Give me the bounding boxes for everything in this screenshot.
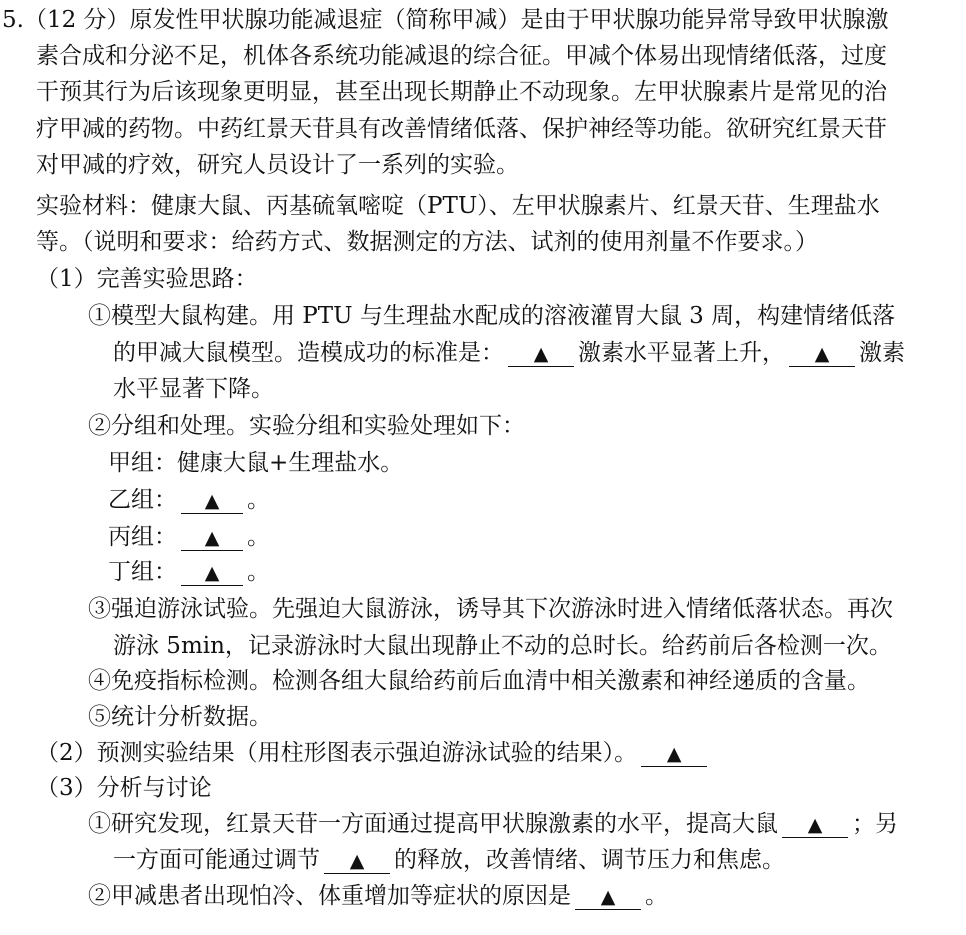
period: 。 [247,524,270,550]
group-ding [108,557,270,587]
triangle-icon: ▲ [600,886,616,908]
answer-blank[interactable] [324,848,390,874]
item2-text: ②甲减患者出现怕冷、体重增加等症状的原因是 [88,883,571,909]
period: 。 [247,559,270,585]
intro-line: 疗甲减的药物。中药红景天苷具有改善情绪低落、保护神经等功能。欲研究红景天苷 [36,116,887,142]
group-bing [108,522,270,552]
answer-blank[interactable] [789,341,855,367]
materials-line: 等。（说明和要求：给药方式、数据测定的方法、试剂的使用剂量不作要求。） [36,229,818,255]
step1-line: ①模型大鼠构建。用 PTU 与生理盐水配成的溶液灌胃大鼠 3 周，构建情绪低落 [88,303,896,329]
question-title-line [2,5,889,35]
group-label: 丁组： [108,559,177,585]
step1-line [113,338,905,368]
item1-text: ；另 [852,811,898,837]
group-label: 乙组： [108,487,177,513]
triangle-icon: ▲ [204,562,220,584]
triangle-icon: ▲ [533,343,549,365]
period: 。 [247,487,270,513]
question-number: 5. [2,7,24,33]
group-yi [108,485,270,515]
step4-line: ④免疫指标检测。检测各组大鼠给药前后血清中相关激素和神经递质的含量。 [88,668,870,694]
part2-line [36,738,711,768]
answer-blank[interactable] [575,884,641,910]
part3-item1-line [88,809,898,839]
triangle-icon: ▲ [349,850,365,872]
step1-line: 水平显著下降。 [113,376,274,402]
answer-blank[interactable] [508,341,574,367]
step3-line: 游泳 5min，记录游泳时大鼠出现静止不动的总时长。给药前后各检测一次。 [113,633,892,659]
intro-line: 干预其行为后该现象更明显，甚至出现长期静止不动现象。左甲状腺素片是常见的治 [36,79,887,105]
item1-text: 一方面可能通过调节 [113,847,320,873]
part3-item1-line [113,845,785,875]
triangle-icon: ▲ [814,343,830,365]
item1-text: ①研究发现，红景天苷一方面通过提高甲状腺激素的水平，提高大鼠 [88,811,778,837]
answer-blank[interactable] [181,488,243,514]
item1-text: 的释放，改善情绪、调节压力和焦虑。 [394,847,785,873]
answer-blank[interactable] [641,741,707,767]
item2-text: 。 [645,883,668,909]
group-jia: 甲组：健康大鼠+生理盐水。 [108,450,404,476]
intro-line: 对甲减的疗效，研究人员设计了一系列的实验。 [36,152,519,178]
step3-line: ③强迫游泳试验。先强迫大鼠游泳，诱导其下次游泳时进入情绪低落状态。再次 [88,596,893,622]
triangle-icon: ▲ [666,743,682,765]
answer-blank[interactable] [181,525,243,551]
step5-line: ⑤统计分析数据。 [88,704,272,730]
step2-line: ②分组和处理。实验分组和实验处理如下： [88,413,525,439]
step1-text: 的甲减大鼠模型。造模成功的标准是： [113,340,504,366]
question-score: （12 分） [23,7,130,33]
group-label: 丙组： [108,524,177,550]
intro-line: 素合成和分泌不足，机体各系统功能减退的综合征。甲减个体易出现情绪低落，过度 [36,43,887,69]
materials-line: 实验材料：健康大鼠、丙基硫氧嘧啶（PTU）、左甲状腺素片、红景天苷、生理盐水 [36,193,880,219]
triangle-icon: ▲ [807,814,823,836]
answer-blank[interactable] [181,560,243,586]
part1-heading: （1）完善实验思路： [36,266,258,292]
triangle-icon: ▲ [204,527,220,549]
step1-text: 激素水平显著上升， [578,340,785,366]
part2-text: （2）预测实验结果（用柱形图表示强迫游泳试验的结果）。 [36,740,638,766]
step1-text: 激素 [859,340,905,366]
part3-item2-line [88,881,668,911]
answer-blank[interactable] [782,812,848,838]
triangle-icon: ▲ [204,490,220,512]
part3-heading: （3）分析与讨论 [36,775,212,801]
intro-line: 原发性甲状腺功能减退症（简称甲减）是由于甲状腺功能异常导致甲状腺激 [129,7,889,33]
